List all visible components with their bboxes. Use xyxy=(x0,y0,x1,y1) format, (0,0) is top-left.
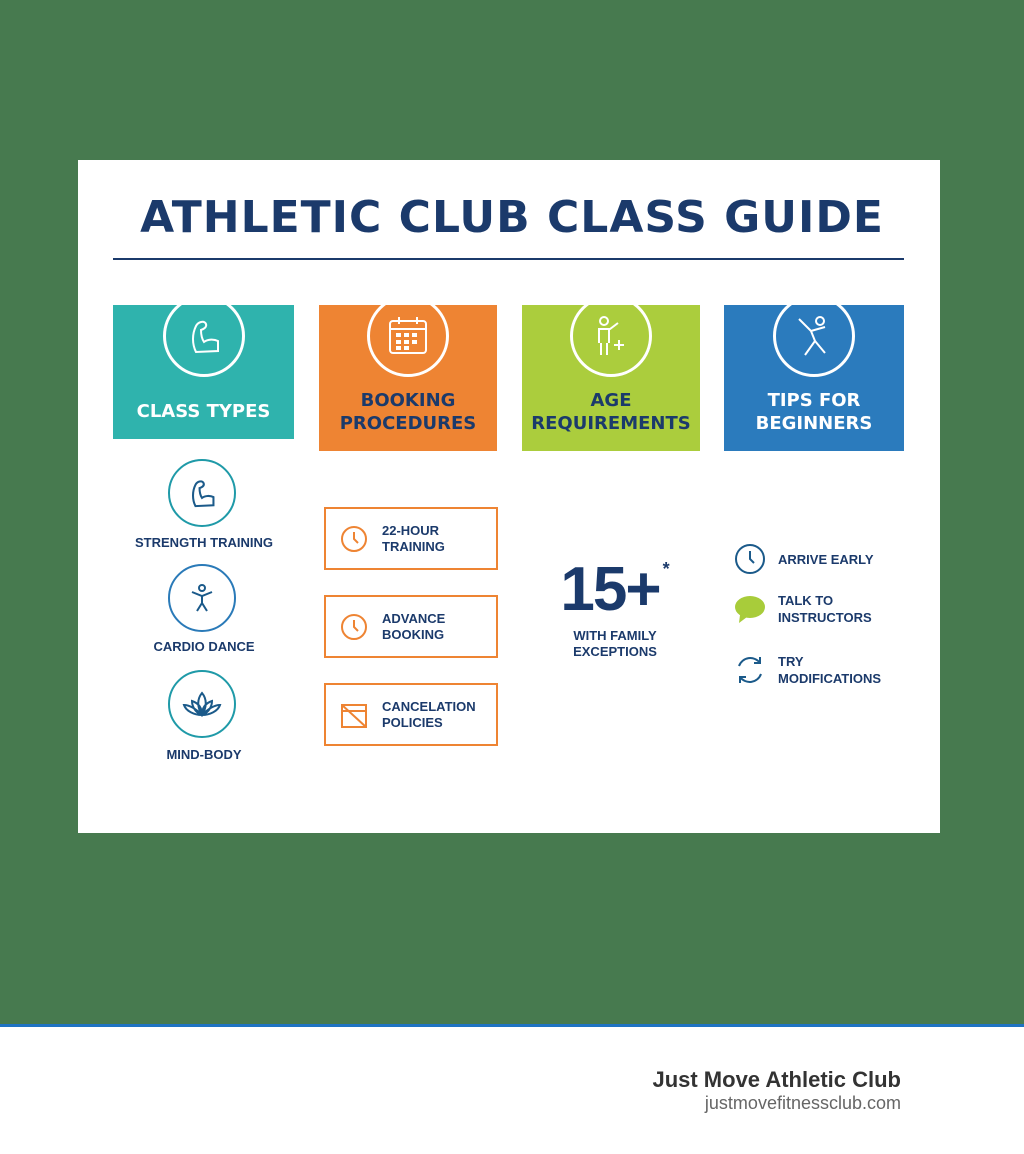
speech-bubble-icon xyxy=(734,593,766,625)
divider xyxy=(113,258,904,260)
class-strength-training: STRENGTH TRAINING xyxy=(135,535,273,550)
tip-label: TRY MODIFICATIONS xyxy=(778,654,882,686)
lotus-icon xyxy=(168,670,236,738)
tip-label: TALK TO INSTRUCTORS xyxy=(778,593,872,625)
tip-item xyxy=(734,543,874,575)
clock-icon xyxy=(326,524,382,554)
tip-item xyxy=(734,592,888,626)
tile-label: CLASS TYPES xyxy=(136,401,271,422)
club-url[interactable]: justmovefitnessclub.com xyxy=(704,1093,901,1113)
muscle-icon xyxy=(168,459,236,527)
age-value-row xyxy=(560,555,670,624)
calendar-icon xyxy=(367,295,449,377)
tile-tips xyxy=(724,305,904,451)
class-mind-body: MIND-BODY xyxy=(166,747,242,762)
age-note: WITH FAMILY EXCEPTIONS xyxy=(573,628,657,659)
booking-label: ADVANCE BOOKING xyxy=(382,610,446,642)
person-plus-icon xyxy=(570,295,652,377)
club-name: Just Move Athletic Club xyxy=(652,1067,901,1092)
tile-booking xyxy=(319,305,497,451)
tile-label: TIPS FOR BEGINNERS xyxy=(755,390,873,434)
age-asterisk: * xyxy=(662,559,670,579)
class-cardio-dance: CARDIO DANCE xyxy=(153,639,255,654)
page-title: ATHLETIC CLUB CLASS GUIDE xyxy=(140,192,884,243)
booking-label: 22-HOUR TRAINING xyxy=(382,522,445,554)
tile-age xyxy=(522,305,700,451)
calendar-cancel-icon xyxy=(326,700,382,730)
booking-item xyxy=(324,507,498,570)
tile-label: AGE REQUIREMENTS xyxy=(531,390,691,434)
tip-label: ARRIVE EARLY xyxy=(778,551,874,567)
booking-label: CANCELATION POLICIES xyxy=(382,698,476,730)
clock-icon xyxy=(326,612,382,642)
tile-class-types xyxy=(113,305,294,439)
tile-label: BOOKING PROCEDURES xyxy=(339,390,477,434)
footer xyxy=(0,1024,1024,1154)
refresh-cycle-icon xyxy=(734,654,766,686)
stretching-person-icon xyxy=(773,295,855,377)
tip-item xyxy=(734,653,898,687)
age-requirement xyxy=(540,555,690,660)
booking-item xyxy=(324,595,498,658)
clock-icon xyxy=(734,543,766,575)
muscle-icon xyxy=(163,295,245,377)
dancer-icon xyxy=(168,564,236,632)
booking-item xyxy=(324,683,498,746)
age-value: 15+ xyxy=(560,555,660,624)
